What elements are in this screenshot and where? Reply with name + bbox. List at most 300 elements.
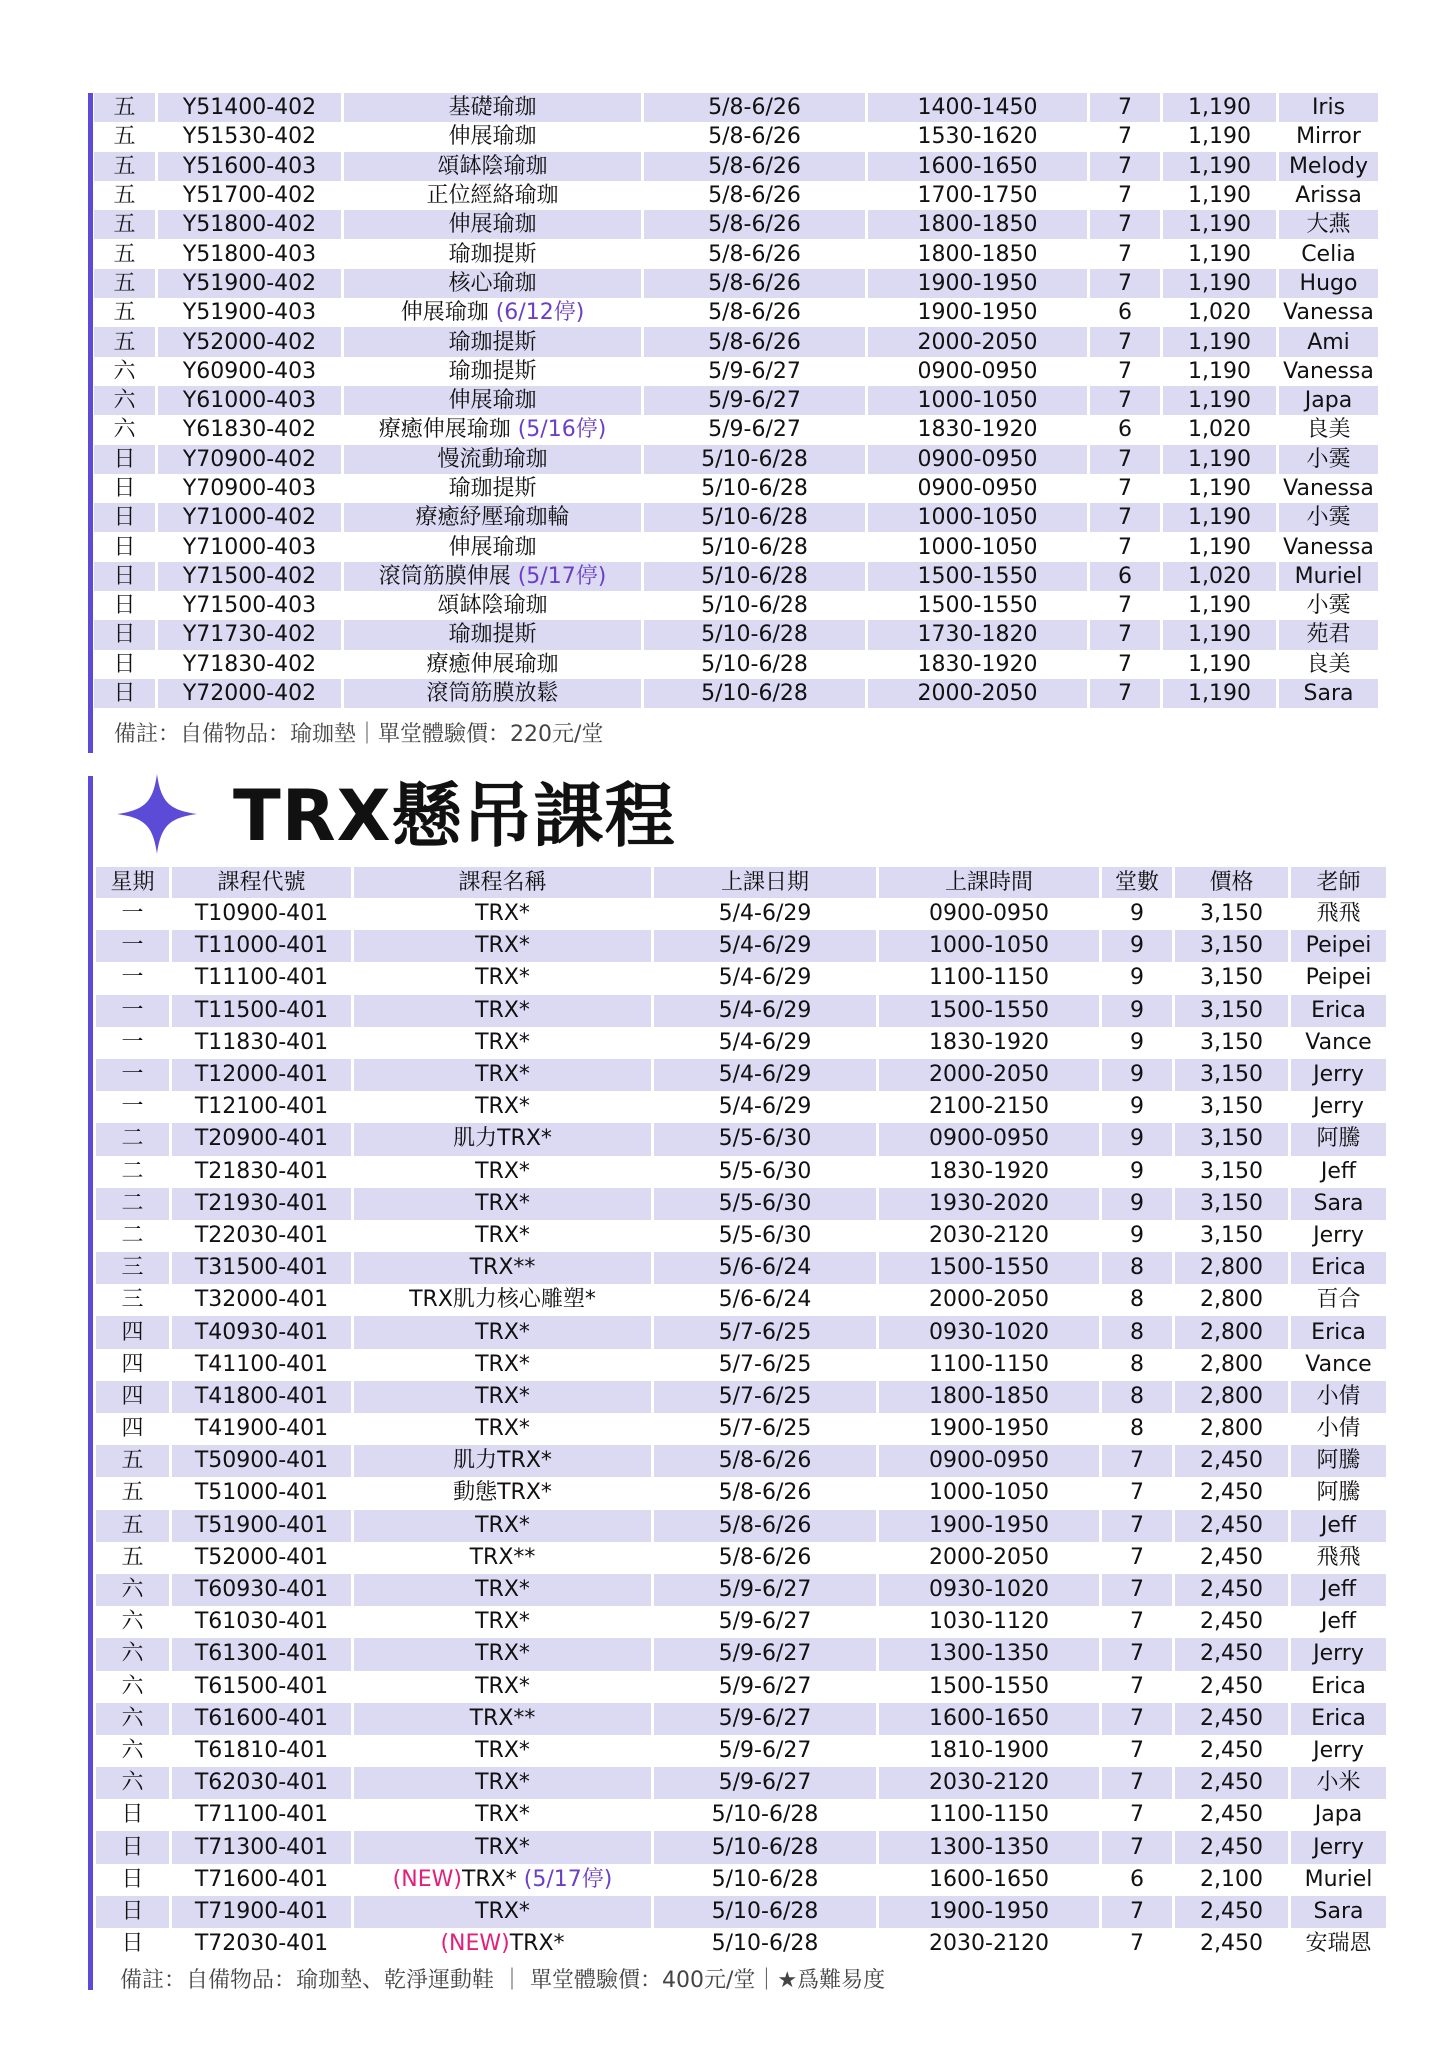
date-range-cell: 5/7-6/25 [654,1349,879,1381]
course-code-cell: Y61830-402 [158,415,344,444]
course-code-cell: T52000-401 [172,1542,354,1574]
price-cell: 1,190 [1163,386,1279,415]
course-code-cell: T12000-401 [172,1059,354,1091]
price-cell: 1,190 [1163,269,1279,298]
teacher-cell: Jerry [1313,1222,1364,1248]
date-range-cell: 5/7-6/25 [654,1381,879,1413]
price-cell: 2,450 [1175,1928,1291,1960]
teacher-cell: Melody [1279,152,1378,181]
time-cell: 1500-1550 [879,1252,1102,1284]
table-row [94,415,1378,444]
course-name-cell [354,1284,654,1316]
sessions-cell: 7 [1102,1735,1175,1767]
date-range-cell: 5/8-6/26 [644,152,868,181]
course-code-cell: T61030-401 [172,1606,354,1638]
price-cell: 3,150 [1175,1188,1291,1220]
sessions-cell: 7 [1090,620,1163,649]
course-code-cell: Y51800-402 [158,210,344,239]
table-row [96,898,1386,930]
course-code-cell: T71100-401 [172,1799,354,1831]
teacher-cell: 小倩 [1316,1416,1361,1442]
course-name-cell [354,1381,654,1413]
teacher-cell: 良美 [1306,651,1351,677]
course-code-cell: Y51700-402 [158,181,344,210]
time-cell: 0930-1020 [879,1316,1102,1348]
time-cell: 2000-2050 [879,1542,1102,1574]
column-header: 老師 [1291,867,1386,898]
date-range-cell: 5/8-6/26 [654,1510,879,1542]
table-row [94,181,1378,210]
table-row [96,1316,1386,1348]
course-name-cell [354,1445,654,1477]
teacher-cell: Arissa [1295,183,1362,209]
trx-title: TRX懸吊課程 [233,775,676,857]
date-range-cell: 5/8-6/26 [644,239,868,268]
time-cell: 1700-1750 [868,181,1090,210]
course-code-cell: T10900-401 [172,898,354,930]
sessions-cell: 9 [1102,930,1175,962]
price-cell: 1,190 [1163,239,1279,268]
course-name-cell [354,930,654,962]
course-name: TRX* [475,933,530,959]
teacher-cell: 苑君 [1279,620,1378,649]
table-row [94,93,1378,122]
course-code-cell: T11500-401 [172,995,354,1027]
time-cell: 1930-2020 [879,1188,1102,1220]
sessions-cell: 7 [1090,679,1163,708]
yoga-table-wrap [94,93,1378,708]
column-header: 課程代號 [172,867,354,898]
course-name: TRX* [461,1866,517,1892]
date-range-cell: 5/4-6/29 [654,930,879,962]
table-row [96,1510,1386,1542]
date-range-cell: 5/8-6/26 [654,1445,879,1477]
course-code-cell: T51000-401 [172,1477,354,1509]
course-name: TRX* [475,1737,530,1763]
price-cell: 1,190 [1163,650,1279,679]
course-name-cell [344,181,644,210]
course-code-cell: T61600-401 [172,1703,354,1735]
sessions-cell: 7 [1090,532,1163,561]
course-code-cell: T11830-401 [172,1027,354,1059]
teacher-cell: Vanessa [1283,300,1374,326]
course-name-cell [344,269,644,298]
table-row [96,1477,1386,1509]
day-cell: 五 [96,1542,172,1574]
course-name-cell [354,995,654,1027]
price-cell: 2,450 [1175,1671,1291,1703]
course-name: TRX* [475,1802,530,1828]
date-range-cell: 5/7-6/25 [654,1413,879,1445]
time-cell: 0900-0950 [879,1445,1102,1477]
sessions-cell: 7 [1102,1445,1175,1477]
teacher-cell: 小倩 [1291,1381,1386,1413]
teacher-cell: Muriel [1279,562,1378,591]
sessions-cell: 7 [1102,1510,1175,1542]
day-cell: 五 [96,1510,172,1542]
teacher-cell: 小霙 [1279,445,1378,474]
course-name-cell [354,1220,654,1252]
table-row [96,1220,1386,1252]
date-range-cell: 5/9-6/27 [654,1671,879,1703]
course-name: 基礎瑜珈 [448,95,537,121]
course-name: 瑜珈提斯 [448,622,537,648]
date-range-cell: 5/8-6/26 [644,93,868,122]
sessions-cell: 7 [1090,327,1163,356]
day-cell: 三 [96,1284,172,1316]
price-cell: 2,450 [1175,1896,1291,1928]
teacher-cell: Jeff [1320,1609,1357,1635]
sessions-cell: 9 [1102,1123,1175,1155]
date-range-cell: 5/5-6/30 [654,1188,879,1220]
day-cell: 六 [96,1638,172,1670]
course-suspend-note: (5/16停) [510,417,607,443]
course-code-cell: Y72000-402 [158,679,344,708]
course-code-cell: Y71830-402 [158,650,344,679]
day-cell: 五 [94,210,158,239]
course-name-cell [354,1316,654,1348]
course-name: TRX* [475,1641,530,1667]
course-name: 核心瑜珈 [448,270,537,296]
course-name: TRX肌力核心雕塑* [409,1287,596,1313]
date-range-cell: 5/5-6/30 [654,1123,879,1155]
sessions-cell: 7 [1102,1799,1175,1831]
course-name: TRX* [475,1416,530,1442]
day-cell: 五 [94,298,158,327]
yoga-note: 備註：自備物品：瑜珈墊｜單堂體驗價：220元/堂 [114,722,604,747]
course-name: TRX* [475,1351,530,1377]
day-cell: 二 [96,1220,172,1252]
course-name: TRX** [469,1255,536,1281]
course-name-cell [344,210,644,239]
course-code-cell: T41100-401 [172,1349,354,1381]
course-name: 療癒伸展瑜珈 [378,417,511,443]
course-name: 動態TRX* [453,1480,552,1506]
price-cell: 3,150 [1175,1091,1291,1123]
date-range-cell: 5/9-6/27 [654,1735,879,1767]
time-cell: 1400-1450 [868,93,1090,122]
course-code-cell: T31500-401 [172,1252,354,1284]
teacher-cell: Vance [1305,1029,1372,1055]
day-cell: 二 [96,1188,172,1220]
price-cell: 1,190 [1163,474,1279,503]
course-code-cell: T41900-401 [172,1413,354,1445]
course-name: 伸展瑜珈 [448,124,537,150]
day-cell: 五 [94,181,158,210]
course-name-cell [354,1542,654,1574]
teacher-cell: Jerry [1313,1094,1364,1120]
teacher-cell: Japa [1314,1802,1363,1828]
price-cell: 1,190 [1163,152,1279,181]
course-name-cell [354,1799,654,1831]
course-name: TRX* [475,1383,530,1409]
table-row [96,1703,1386,1735]
course-name: TRX* [475,1062,530,1088]
date-range-cell: 5/8-6/26 [654,1542,879,1574]
sessions-cell: 7 [1090,445,1163,474]
teacher-cell: 良美 [1306,417,1351,443]
course-name-cell [354,1606,654,1638]
teacher-cell: Erica [1291,995,1386,1027]
course-name: TRX* [475,1190,530,1216]
course-name-cell [354,1252,654,1284]
date-range-cell: 5/4-6/29 [654,995,879,1027]
table-row [96,1413,1386,1445]
teacher-cell: 大燕 [1279,210,1378,239]
time-cell: 0900-0950 [879,898,1102,930]
sessions-cell: 7 [1102,1831,1175,1863]
day-cell: 五 [96,1445,172,1477]
sessions-cell: 9 [1102,1220,1175,1252]
price-cell: 2,800 [1175,1252,1291,1284]
date-range-cell: 5/5-6/30 [654,1220,879,1252]
table-row [96,1059,1386,1091]
sessions-cell: 7 [1090,269,1163,298]
course-name-cell [354,1413,654,1445]
time-cell: 2000-2050 [879,1284,1102,1316]
price-cell: 2,100 [1175,1864,1291,1896]
course-name-cell [344,357,644,386]
course-name-cell [344,591,644,620]
course-code-cell: Y51400-402 [158,93,344,122]
sessions-cell: 9 [1102,1188,1175,1220]
sessions-cell: 9 [1102,898,1175,930]
day-cell: 六 [94,357,158,386]
table-row [96,1799,1386,1831]
course-name-cell [354,1091,654,1123]
price-cell: 3,150 [1175,1027,1291,1059]
price-cell: 1,020 [1163,562,1279,591]
date-range-cell: 5/8-6/26 [644,122,868,151]
day-cell: 日 [96,1864,172,1896]
course-code-cell: T32000-401 [172,1284,354,1316]
course-name: TRX* [509,1931,565,1957]
sessions-cell: 9 [1102,1091,1175,1123]
course-name-cell [354,1349,654,1381]
course-name: TRX* [475,997,530,1023]
course-name: 伸展瑜珈 [448,534,537,560]
day-cell: 一 [96,1059,172,1091]
table-row [96,995,1386,1027]
price-cell: 2,450 [1175,1799,1291,1831]
course-name-cell [354,1156,654,1188]
date-range-cell: 5/10-6/28 [644,650,868,679]
course-name-cell [344,152,644,181]
date-range-cell: 5/9-6/27 [644,357,868,386]
date-range-cell: 5/10-6/28 [654,1896,879,1928]
price-cell: 2,450 [1175,1477,1291,1509]
sessions-cell: 7 [1090,93,1163,122]
price-cell: 1,190 [1163,357,1279,386]
course-name: 瑜珈提斯 [448,241,537,267]
column-header: 上課時間 [879,867,1102,898]
teacher-cell: Peipei [1291,930,1386,962]
course-code-cell: Y51900-402 [158,269,344,298]
day-cell: 日 [94,650,158,679]
teacher-cell: Celia [1301,241,1356,267]
table-row [96,1735,1386,1767]
teacher-cell: Jerry [1291,1831,1386,1863]
teacher-cell: Mirror [1296,124,1361,150]
trx-table-body [96,898,1386,1960]
price-cell: 1,190 [1163,679,1279,708]
course-name: 肌力TRX* [453,1126,552,1152]
course-name: 療癒伸展瑜珈 [426,651,559,677]
teacher-cell: 飛飛 [1316,901,1361,927]
price-cell: 1,190 [1163,181,1279,210]
time-cell: 1500-1550 [879,1671,1102,1703]
table-row [94,591,1378,620]
sessions-cell: 6 [1090,298,1163,327]
trx-table-wrap [96,867,1386,1960]
course-name-cell [344,474,644,503]
time-cell: 1000-1050 [868,503,1090,532]
table-row [96,1123,1386,1155]
course-name-cell [354,898,654,930]
sessions-cell: 9 [1102,1059,1175,1091]
time-cell: 1800-1850 [879,1381,1102,1413]
table-row [96,1864,1386,1896]
day-cell: 五 [94,93,158,122]
course-name: 伸展瑜珈 [400,300,489,326]
course-name-cell [344,239,644,268]
day-cell: 日 [96,1896,172,1928]
price-cell: 2,450 [1175,1735,1291,1767]
yoga-table-body [94,93,1378,708]
course-name-cell [344,93,644,122]
day-cell: 六 [94,386,158,415]
table-row [94,298,1378,327]
course-name: TRX* [475,1898,530,1924]
sessions-cell: 7 [1090,591,1163,620]
teacher-cell: 阿騰 [1291,1445,1386,1477]
sessions-cell: 7 [1102,1638,1175,1670]
price-cell: 2,450 [1175,1542,1291,1574]
table-row [96,1638,1386,1670]
teacher-cell: Sara [1291,1188,1386,1220]
teacher-cell: Vanessa [1283,476,1374,501]
sessions-cell: 6 [1090,562,1163,591]
teacher-cell: 小米 [1291,1767,1386,1799]
course-name-cell [354,1671,654,1703]
date-range-cell: 5/10-6/28 [644,679,868,708]
table-row [96,930,1386,962]
course-name-cell [354,1059,654,1091]
day-cell: 一 [96,1027,172,1059]
course-code-cell: Y61000-403 [158,386,344,415]
column-header: 課程名稱 [354,867,654,898]
sessions-cell: 9 [1102,962,1175,994]
price-cell: 2,800 [1175,1413,1291,1445]
price-cell: 2,450 [1175,1510,1291,1542]
course-name-cell [354,1703,654,1735]
teacher-cell: Muriel [1304,1866,1373,1892]
column-header: 上課日期 [654,867,879,898]
teacher-cell: 小霙 [1279,503,1378,532]
course-name-cell [344,327,644,356]
sessions-cell: 7 [1090,503,1163,532]
course-code-cell: Y60900-403 [158,357,344,386]
course-name: TRX* [475,1512,530,1538]
price-cell: 3,150 [1175,930,1291,962]
price-cell: 2,450 [1175,1703,1291,1735]
price-cell: 2,450 [1175,1445,1291,1477]
course-name-cell [344,503,644,532]
date-range-cell: 5/10-6/28 [644,503,868,532]
time-cell: 2000-2050 [879,1059,1102,1091]
course-name: TRX** [469,1705,536,1731]
course-code-cell: T61500-401 [172,1671,354,1703]
time-cell: 2030-2120 [879,1928,1102,1960]
price-cell: 1,190 [1163,591,1279,620]
course-name-cell [344,679,644,708]
day-cell: 五 [94,152,158,181]
sessions-cell: 7 [1102,1703,1175,1735]
sessions-cell: 7 [1090,357,1163,386]
sessions-cell: 7 [1090,239,1163,268]
day-cell: 三 [96,1252,172,1284]
course-name-cell [354,1510,654,1542]
course-name-cell [354,1896,654,1928]
time-cell: 0900-0950 [868,445,1090,474]
date-range-cell: 5/4-6/29 [654,1059,879,1091]
course-code-cell: Y71000-402 [158,503,344,532]
course-code-cell: T40930-401 [172,1316,354,1348]
course-name: 慢流動瑜珈 [437,446,548,472]
time-cell: 1530-1620 [868,122,1090,151]
time-cell: 1600-1650 [879,1703,1102,1735]
table-row [94,239,1378,268]
time-cell: 1800-1850 [868,210,1090,239]
time-cell: 1000-1050 [879,1477,1102,1509]
course-name: TRX* [475,1029,530,1055]
price-cell: 2,800 [1175,1284,1291,1316]
table-row [94,620,1378,649]
trx-note: 備註：自備物品：瑜珈墊、乾淨運動鞋 ｜ 單堂體驗價：400元/堂｜★爲難易度 [120,1968,886,1993]
day-cell: 五 [94,122,158,151]
sessions-cell: 7 [1102,1477,1175,1509]
time-cell: 1830-1920 [879,1027,1102,1059]
price-cell: 3,150 [1175,1220,1291,1252]
course-name-cell [354,962,654,994]
day-cell: 四 [96,1316,172,1348]
time-cell: 1500-1550 [868,562,1090,591]
time-cell: 1000-1050 [879,930,1102,962]
teacher-cell: Jeff [1291,1574,1386,1606]
time-cell: 1900-1950 [868,269,1090,298]
day-cell: 日 [94,503,158,532]
teacher-cell: 飛飛 [1316,1544,1361,1570]
course-name-cell [354,1574,654,1606]
date-range-cell: 5/4-6/29 [654,962,879,994]
column-header: 堂數 [1102,867,1175,898]
day-cell: 日 [94,445,158,474]
price-cell: 1,020 [1163,415,1279,444]
time-cell: 0900-0950 [879,1123,1102,1155]
price-cell: 1,190 [1163,122,1279,151]
date-range-cell: 5/10-6/28 [644,620,868,649]
day-cell: 六 [96,1767,172,1799]
teacher-cell: Ami [1279,327,1378,356]
table-row [96,1252,1386,1284]
price-cell: 2,450 [1175,1574,1291,1606]
sessions-cell: 7 [1102,1574,1175,1606]
table-row [94,122,1378,151]
course-name: TRX** [469,1544,536,1570]
day-cell: 一 [96,962,172,994]
date-range-cell: 5/4-6/29 [654,1027,879,1059]
new-badge: (NEW) [440,1931,510,1957]
